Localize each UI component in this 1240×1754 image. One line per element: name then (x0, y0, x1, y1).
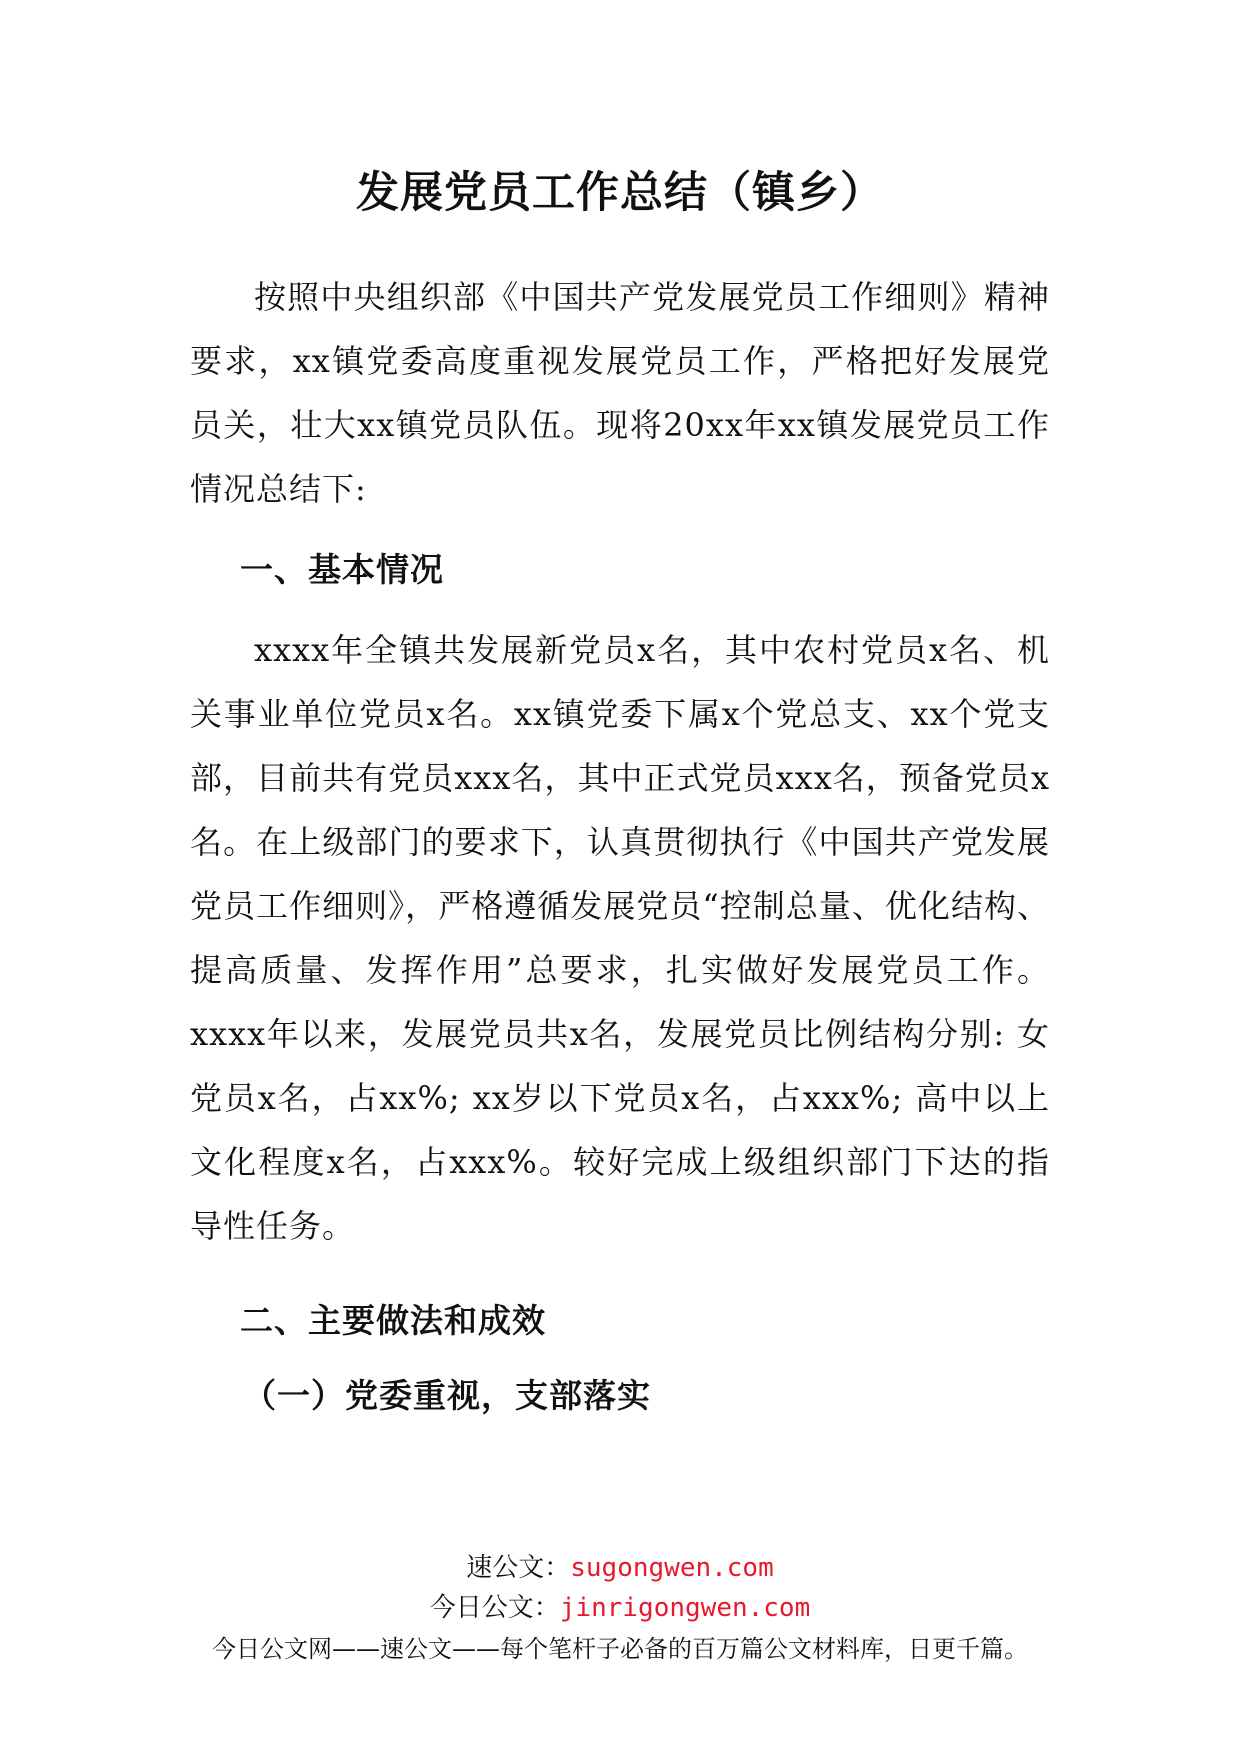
basic-situation-paragraph: xxxx年全镇共发展新党员x名，其中农村党员x名、机关事业单位党员x名。xx镇党委下属x个党总支、xx个党支部，目前共有党员xxx名，其中正式党员xxx名，预备党员x名。在上级部门的要求下，认真贯彻执行《中国共产党发展党员工作细则》，严格遵循发展党员“控制总量、优化结构、提高质量、发挥作用”总要求，扎实做好发展党员工作。xxxx年以来，发展党员共x名，发展党员比例结构分别: 女党员x名，占xx%; xx岁以下党员x名，占xxx%; 高中以上文化程度x名，占xxx%。较好完成上级组织部门下达的指导性任务。 (190, 631, 1050, 1245)
footer-tagline: 今日公文网——速公文——每个笔杆子必备的百万篇公文材料库，日更千篇。 (212, 1635, 1028, 1663)
subsection-heading-party-committee: （一）党委重视，支部落实 (243, 1376, 651, 1415)
document-title: 发展党员工作总结（镇乡） (356, 168, 884, 218)
section-heading-basic-situation: 一、基本情况 (240, 550, 444, 589)
footer-sugongwen-label: 速公文： (466, 1553, 571, 1583)
footer-jinrigongwen-line (0, 1590, 1240, 1626)
intro-paragraph: 按照中央组织部《中国共产党发展党员工作细则》精神要求，xx镇党委高度重视发展党员工作，严格把好发展党员关，壮大xx镇党员队伍。现将20xx年xx镇发展党员工作情况总结下: (190, 278, 1050, 508)
section-heading-main-practices: 二、主要做法和成效 (240, 1301, 546, 1340)
footer-sugongwen-line (0, 1550, 1240, 1586)
footer-sugongwen-link[interactable]: sugongwen.com (570, 1553, 774, 1583)
footer-jinrigongwen-label: 今日公文： (429, 1593, 560, 1623)
footer-jinrigongwen-link[interactable]: jinrigongwen.com (559, 1593, 811, 1623)
